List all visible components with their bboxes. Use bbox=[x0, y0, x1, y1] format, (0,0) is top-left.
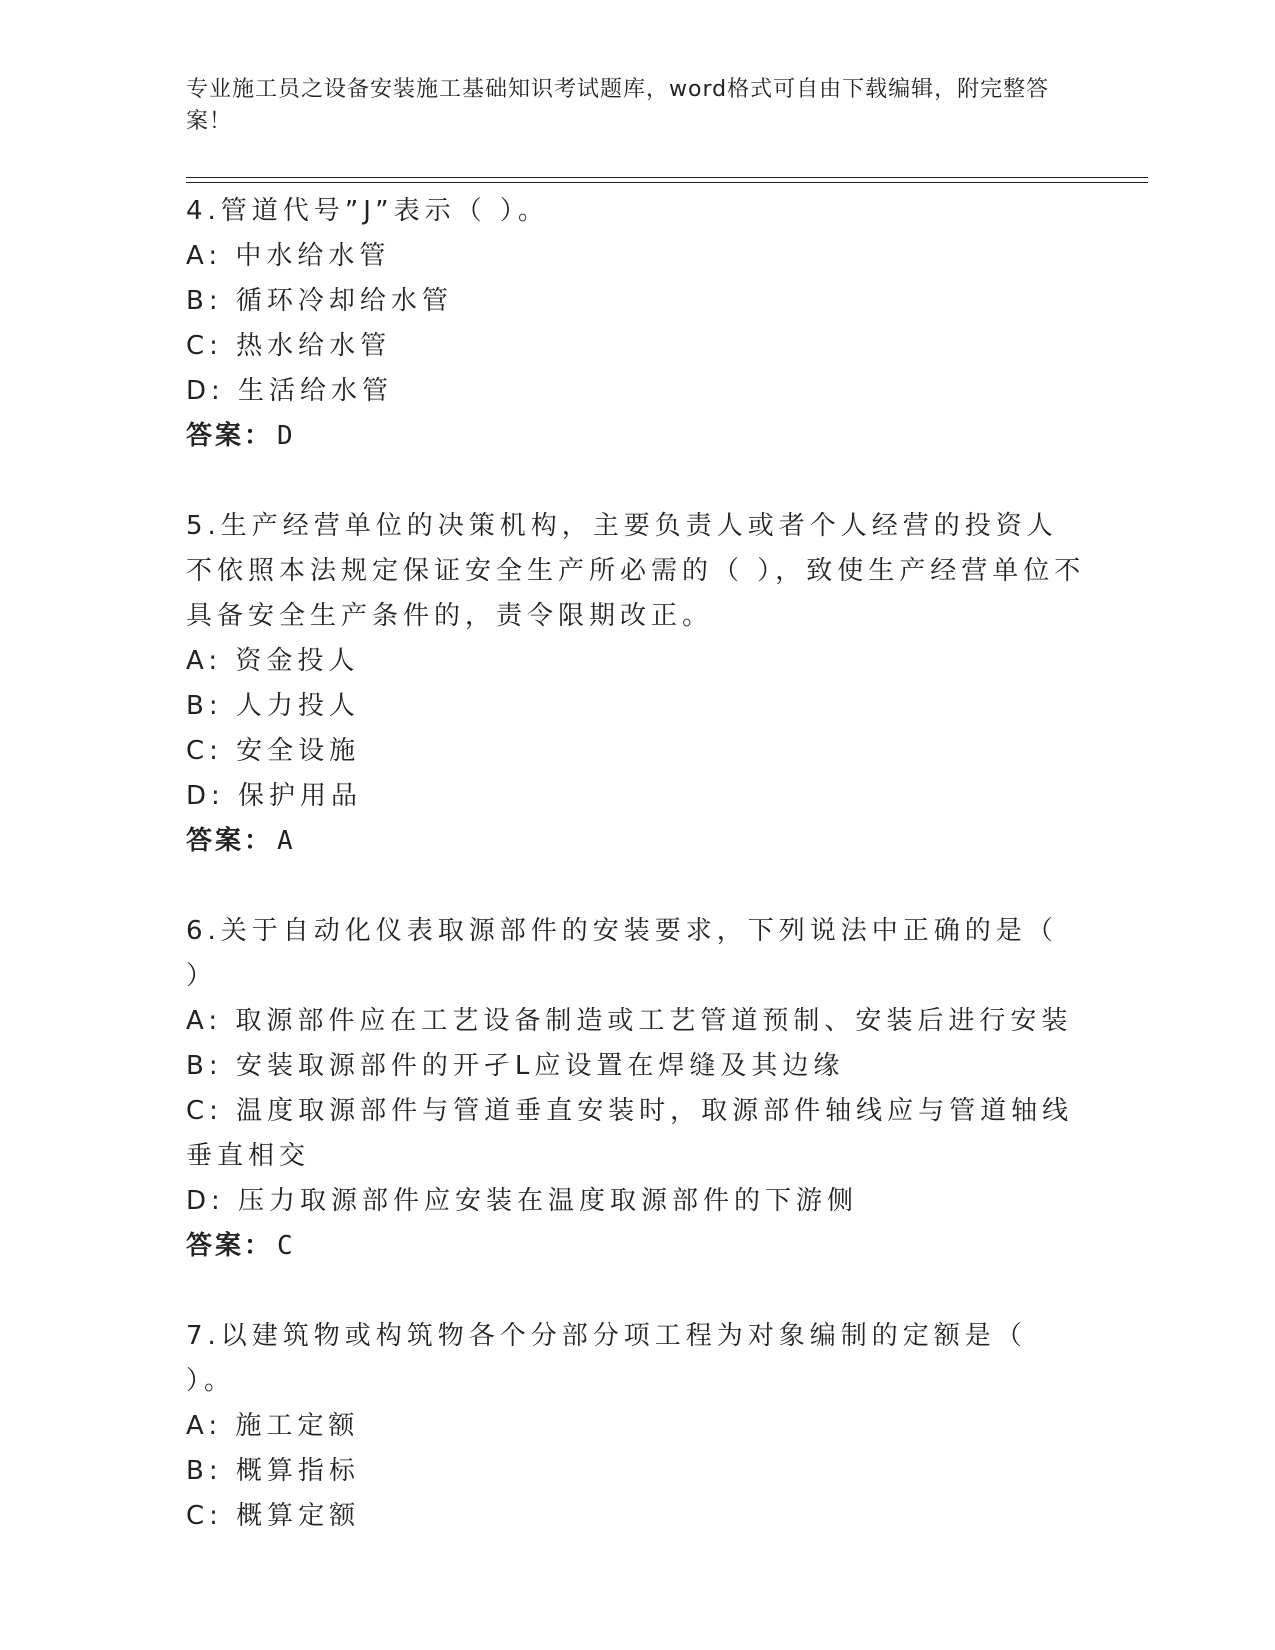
option-b: B: 安装取源部件的开孑L应设置在焊缝及其边缘 bbox=[186, 1051, 845, 1081]
document-header: 专业施工员之设备安装施工基础知识考试题库，word格式可自由下载编辑，附完整答案！ bbox=[186, 77, 1050, 134]
option-b: B: 循环冷却给水管 bbox=[186, 286, 453, 316]
question-item-4 bbox=[186, 189, 1086, 459]
answer-line bbox=[186, 819, 1086, 864]
answer-value: C bbox=[277, 1231, 296, 1261]
question-text: 4.管道代号”J”表示（ ）。 bbox=[186, 196, 549, 226]
question-text: 5.生产经营单位的决策机构，主要负责人或者个人经营的投资人不依照本法规定保证安全生产所必需的（ ），致使生产经营单位不具备安全生产条件的，责令限期改正。 bbox=[186, 511, 1086, 631]
option-c: C: 概算定额 bbox=[186, 1501, 361, 1531]
option-a: A: 施工定额 bbox=[186, 1411, 360, 1441]
header-divider-top bbox=[186, 177, 1148, 178]
option-a: A: 中水给水管 bbox=[186, 241, 391, 271]
option-c: C: 温度取源部件与管道垂直安装时，取源部件轴线应与管道轴线垂直相交 bbox=[186, 1096, 1074, 1171]
answer-value: A bbox=[277, 826, 296, 856]
answer-line bbox=[186, 414, 1086, 459]
option-d: D: 生活给水管 bbox=[186, 376, 394, 406]
option-d: D: 压力取源部件应安装在温度取源部件的下游侧 bbox=[186, 1186, 859, 1216]
question-text: 7.以建筑物或构筑物各个分部分项工程为对象编制的定额是（ ）。 bbox=[186, 1321, 1027, 1396]
option-c: C: 安全设施 bbox=[186, 736, 361, 766]
question-item-6 bbox=[186, 909, 1086, 1269]
answer-label: 答案： bbox=[186, 826, 274, 856]
question-item-5 bbox=[186, 504, 1086, 864]
question-item-7 bbox=[186, 1314, 1086, 1539]
option-a: A: 取源部件应在工艺设备制造或工艺管道预制、安装后进行安装 bbox=[186, 1006, 1073, 1036]
header-divider-bottom bbox=[186, 182, 1148, 183]
question-list bbox=[186, 189, 1086, 1584]
option-b: B: 概算指标 bbox=[186, 1456, 360, 1486]
answer-value: D bbox=[277, 421, 296, 451]
question-text: 6.关于自动化仪表取源部件的安装要求，下列说法中正确的是（ ） bbox=[186, 916, 1058, 991]
option-b: B: 人力投人 bbox=[186, 691, 360, 721]
option-a: A: 资金投人 bbox=[186, 646, 360, 676]
option-d: D: 保护用品 bbox=[186, 781, 363, 811]
option-c: C: 热水给水管 bbox=[186, 331, 392, 361]
answer-label: 答案： bbox=[186, 421, 274, 451]
answer-line bbox=[186, 1224, 1086, 1269]
answer-label: 答案： bbox=[186, 1231, 274, 1261]
